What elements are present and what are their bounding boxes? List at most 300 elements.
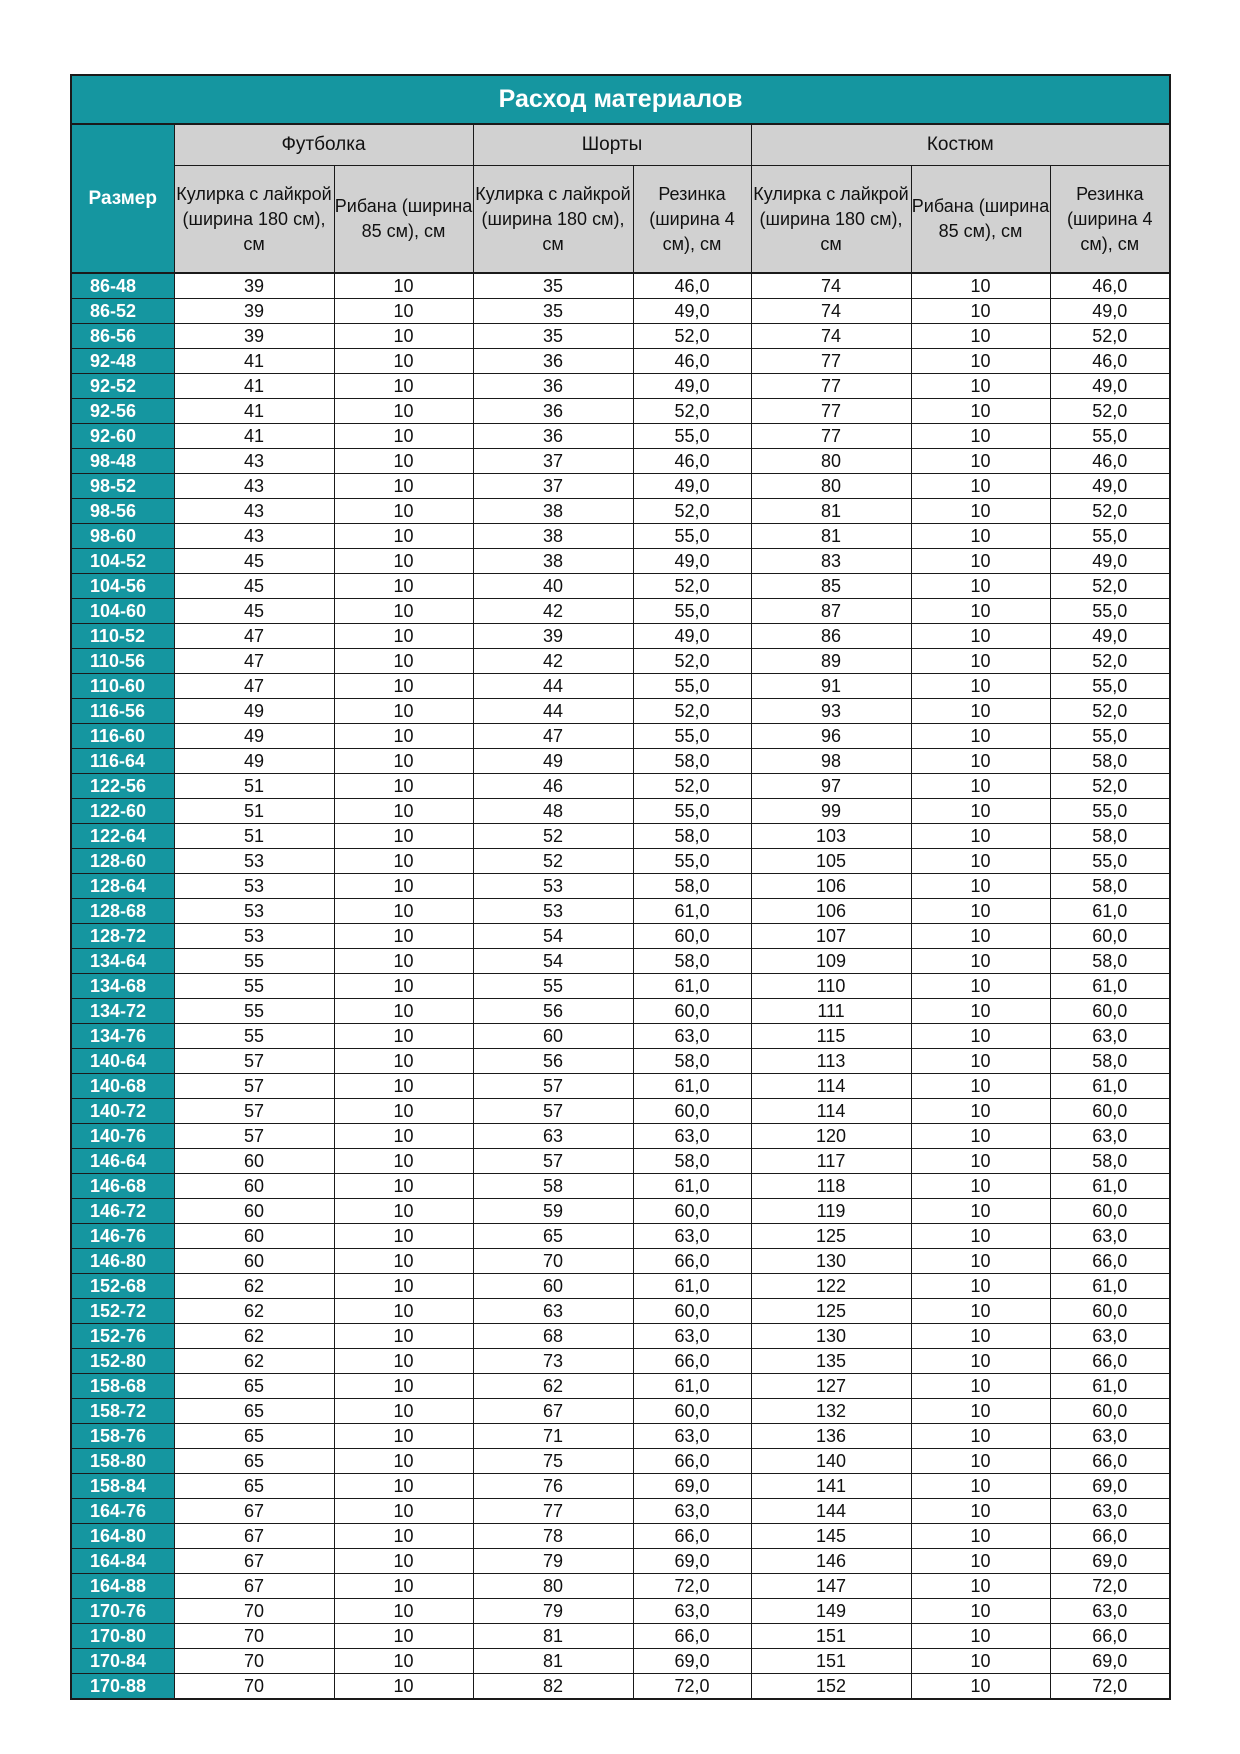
tshirt-rib-cell: 10 <box>334 924 473 949</box>
shorts-elastic-cell: 55,0 <box>633 599 751 624</box>
suit-rib-cell: 10 <box>911 1599 1050 1624</box>
tshirt-jersey-cell: 51 <box>174 774 334 799</box>
suit-elastic-cell: 46,0 <box>1050 349 1170 374</box>
suit-rib-cell: 10 <box>911 849 1050 874</box>
table-row <box>71 474 1170 499</box>
shorts-elastic-cell: 46,0 <box>633 449 751 474</box>
suit-rib-cell: 10 <box>911 824 1050 849</box>
tshirt-jersey-cell: 47 <box>174 649 334 674</box>
tshirt-jersey-cell: 41 <box>174 399 334 424</box>
suit-rib-cell: 10 <box>911 649 1050 674</box>
suit-jersey-cell: 81 <box>751 499 911 524</box>
suit-elastic-cell: 58,0 <box>1050 949 1170 974</box>
size-cell: 128-72 <box>71 924 174 949</box>
shorts-jersey-cell: 36 <box>473 374 633 399</box>
shorts-elastic-cell: 60,0 <box>633 1299 751 1324</box>
tshirt-jersey-cell: 39 <box>174 299 334 324</box>
tshirt-rib-cell: 10 <box>334 549 473 574</box>
size-cell: 140-72 <box>71 1099 174 1124</box>
suit-jersey-cell: 106 <box>751 899 911 924</box>
suit-rib-cell: 10 <box>911 574 1050 599</box>
table-row <box>71 449 1170 474</box>
suit-jersey-cell: 141 <box>751 1474 911 1499</box>
shorts-elastic-cell: 55,0 <box>633 674 751 699</box>
suit-jersey-cell: 147 <box>751 1574 911 1599</box>
shorts-elastic-cell: 63,0 <box>633 1124 751 1149</box>
shorts-elastic-cell: 61,0 <box>633 1074 751 1099</box>
tshirt-jersey-cell: 45 <box>174 549 334 574</box>
table-row <box>71 499 1170 524</box>
suit-elastic-cell: 58,0 <box>1050 874 1170 899</box>
suit-elastic-cell: 60,0 <box>1050 999 1170 1024</box>
table-row <box>71 1149 1170 1174</box>
tshirt-jersey-cell: 43 <box>174 474 334 499</box>
suit-elastic-cell: 69,0 <box>1050 1474 1170 1499</box>
suit-jersey-cell: 140 <box>751 1449 911 1474</box>
tshirt-rib-cell: 10 <box>334 1199 473 1224</box>
shorts-elastic-cell: 61,0 <box>633 1274 751 1299</box>
shorts-jersey-cell: 39 <box>473 624 633 649</box>
shorts-elastic-cell: 60,0 <box>633 1199 751 1224</box>
suit-elastic-cell: 58,0 <box>1050 749 1170 774</box>
size-cell: 170-88 <box>71 1674 174 1700</box>
shorts-elastic-cell: 46,0 <box>633 273 751 299</box>
tshirt-rib-cell: 10 <box>334 824 473 849</box>
tshirt-rib-cell: 10 <box>334 1349 473 1374</box>
shorts-jersey-cell: 52 <box>473 849 633 874</box>
shorts-elastic-cell: 61,0 <box>633 1174 751 1199</box>
suit-rib-cell: 10 <box>911 1249 1050 1274</box>
table-body <box>71 273 1170 1699</box>
tshirt-jersey-cell: 67 <box>174 1574 334 1599</box>
suit-jersey-cell: 145 <box>751 1524 911 1549</box>
suit-rib-cell: 10 <box>911 374 1050 399</box>
shorts-jersey-cell: 67 <box>473 1399 633 1424</box>
tshirt-rib-cell: 10 <box>334 299 473 324</box>
shorts-jersey-cell: 35 <box>473 299 633 324</box>
suit-elastic-cell: 49,0 <box>1050 549 1170 574</box>
shorts-jersey-cell: 44 <box>473 699 633 724</box>
tshirt-rib-cell: 10 <box>334 599 473 624</box>
tshirt-jersey-cell: 51 <box>174 799 334 824</box>
suit-jersey-cell: 74 <box>751 324 911 349</box>
tshirt-jersey-cell: 70 <box>174 1649 334 1674</box>
table-row <box>71 999 1170 1024</box>
shorts-jersey-cell: 57 <box>473 1074 633 1099</box>
suit-jersey-cell: 111 <box>751 999 911 1024</box>
shorts-jersey-cell: 38 <box>473 524 633 549</box>
suit-rib-cell: 10 <box>911 774 1050 799</box>
shorts-jersey-cell: 54 <box>473 949 633 974</box>
size-cell: 140-76 <box>71 1124 174 1149</box>
shorts-jersey-cell: 49 <box>473 749 633 774</box>
shorts-elastic-cell: 63,0 <box>633 1024 751 1049</box>
shorts-jersey-cell: 80 <box>473 1574 633 1599</box>
size-cell: 164-84 <box>71 1549 174 1574</box>
table-row <box>71 1649 1170 1674</box>
group-header-tshirt: Футболка <box>174 124 473 166</box>
shorts-jersey-cell: 75 <box>473 1449 633 1474</box>
tshirt-rib-cell: 10 <box>334 899 473 924</box>
suit-elastic-cell: 61,0 <box>1050 1374 1170 1399</box>
suit-rib-cell: 10 <box>911 449 1050 474</box>
shorts-elastic-cell: 49,0 <box>633 549 751 574</box>
suit-jersey-cell: 105 <box>751 849 911 874</box>
size-cell: 170-80 <box>71 1624 174 1649</box>
suit-rib-cell: 10 <box>911 424 1050 449</box>
tshirt-rib-cell: 10 <box>334 1624 473 1649</box>
shorts-jersey-cell: 36 <box>473 399 633 424</box>
table-row <box>71 1474 1170 1499</box>
tshirt-jersey-cell: 49 <box>174 749 334 774</box>
tshirt-jersey-cell: 45 <box>174 599 334 624</box>
size-cell: 140-68 <box>71 1074 174 1099</box>
tshirt-rib-cell: 10 <box>334 1324 473 1349</box>
shorts-jersey-cell: 35 <box>473 324 633 349</box>
suit-elastic-cell: 49,0 <box>1050 624 1170 649</box>
suit-rib-cell: 10 <box>911 1499 1050 1524</box>
suit-rib-cell: 10 <box>911 1424 1050 1449</box>
tshirt-jersey-cell: 70 <box>174 1599 334 1624</box>
shorts-jersey-cell: 63 <box>473 1299 633 1324</box>
size-cell: 128-68 <box>71 899 174 924</box>
table-row <box>71 299 1170 324</box>
shorts-elastic-cell: 49,0 <box>633 624 751 649</box>
suit-elastic-cell: 72,0 <box>1050 1574 1170 1599</box>
suit-rib-cell: 10 <box>911 349 1050 374</box>
table-row <box>71 1274 1170 1299</box>
tshirt-jersey-cell: 49 <box>174 699 334 724</box>
shorts-jersey-cell: 73 <box>473 1349 633 1374</box>
suit-elastic-cell: 63,0 <box>1050 1024 1170 1049</box>
shorts-jersey-cell: 35 <box>473 273 633 299</box>
shorts-jersey-cell: 54 <box>473 924 633 949</box>
suit-jersey-cell: 113 <box>751 1049 911 1074</box>
tshirt-rib-cell: 10 <box>334 749 473 774</box>
shorts-elastic-cell: 52,0 <box>633 574 751 599</box>
table-row <box>71 624 1170 649</box>
suit-elastic-cell: 66,0 <box>1050 1249 1170 1274</box>
suit-rib-cell: 10 <box>911 1099 1050 1124</box>
materials-table <box>70 74 1171 1700</box>
shorts-jersey-cell: 78 <box>473 1524 633 1549</box>
tshirt-rib-cell: 10 <box>334 474 473 499</box>
shorts-elastic-cell: 69,0 <box>633 1649 751 1674</box>
suit-jersey-cell: 81 <box>751 524 911 549</box>
shorts-jersey-cell: 42 <box>473 649 633 674</box>
size-cell: 146-76 <box>71 1224 174 1249</box>
table-row <box>71 849 1170 874</box>
size-cell: 110-56 <box>71 649 174 674</box>
suit-rib-cell: 10 <box>911 724 1050 749</box>
tshirt-rib-cell: 10 <box>334 1474 473 1499</box>
tshirt-rib-cell: 10 <box>334 1399 473 1424</box>
size-cell: 134-68 <box>71 974 174 999</box>
shorts-jersey-cell: 36 <box>473 424 633 449</box>
suit-elastic-cell: 55,0 <box>1050 674 1170 699</box>
suit-rib-cell: 10 <box>911 1549 1050 1574</box>
suit-elastic-cell: 63,0 <box>1050 1599 1170 1624</box>
tshirt-jersey-cell: 62 <box>174 1274 334 1299</box>
tshirt-jersey-cell: 57 <box>174 1099 334 1124</box>
table-row <box>71 1224 1170 1249</box>
table-row <box>71 724 1170 749</box>
shorts-elastic-cell: 69,0 <box>633 1549 751 1574</box>
tshirt-jersey-cell: 60 <box>174 1174 334 1199</box>
subheader-suit-elastic: Резинка (ширина 4 см), см <box>1050 166 1170 274</box>
table-row <box>71 273 1170 299</box>
suit-jersey-cell: 118 <box>751 1174 911 1199</box>
shorts-jersey-cell: 79 <box>473 1599 633 1624</box>
shorts-jersey-cell: 60 <box>473 1024 633 1049</box>
suit-jersey-cell: 96 <box>751 724 911 749</box>
suit-jersey-cell: 125 <box>751 1224 911 1249</box>
subheader-shorts-jersey: Кулирка с лайкрой (ширина 180 см), см <box>473 166 633 274</box>
suit-rib-cell: 10 <box>911 499 1050 524</box>
table-row <box>71 674 1170 699</box>
subheader-suit-rib: Рибана (ширина 85 см), см <box>911 166 1050 274</box>
suit-elastic-cell: 63,0 <box>1050 1499 1170 1524</box>
tshirt-jersey-cell: 70 <box>174 1624 334 1649</box>
shorts-elastic-cell: 58,0 <box>633 749 751 774</box>
tshirt-rib-cell: 10 <box>334 449 473 474</box>
shorts-elastic-cell: 55,0 <box>633 799 751 824</box>
size-cell: 92-60 <box>71 424 174 449</box>
suit-elastic-cell: 55,0 <box>1050 724 1170 749</box>
tshirt-rib-cell: 10 <box>334 273 473 299</box>
suit-elastic-cell: 49,0 <box>1050 374 1170 399</box>
suit-jersey-cell: 132 <box>751 1399 911 1424</box>
suit-elastic-cell: 52,0 <box>1050 399 1170 424</box>
suit-rib-cell: 10 <box>911 273 1050 299</box>
tshirt-rib-cell: 10 <box>334 649 473 674</box>
tshirt-jersey-cell: 60 <box>174 1224 334 1249</box>
table-row <box>71 1424 1170 1449</box>
suit-rib-cell: 10 <box>911 549 1050 574</box>
suit-elastic-cell: 55,0 <box>1050 799 1170 824</box>
table-row <box>71 1499 1170 1524</box>
suit-rib-cell: 10 <box>911 974 1050 999</box>
tshirt-rib-cell: 10 <box>334 999 473 1024</box>
size-cell: 158-72 <box>71 1399 174 1424</box>
shorts-elastic-cell: 60,0 <box>633 999 751 1024</box>
size-cell: 122-56 <box>71 774 174 799</box>
suit-rib-cell: 10 <box>911 474 1050 499</box>
suit-jersey-cell: 115 <box>751 1024 911 1049</box>
table-row <box>71 399 1170 424</box>
suit-elastic-cell: 66,0 <box>1050 1624 1170 1649</box>
table-row <box>71 1124 1170 1149</box>
size-cell: 164-76 <box>71 1499 174 1524</box>
subheader-shorts-elastic: Резинка (ширина 4 см), см <box>633 166 751 274</box>
suit-rib-cell: 10 <box>911 524 1050 549</box>
tshirt-jersey-cell: 43 <box>174 499 334 524</box>
tshirt-jersey-cell: 55 <box>174 949 334 974</box>
tshirt-jersey-cell: 60 <box>174 1249 334 1274</box>
table-row <box>71 1524 1170 1549</box>
tshirt-jersey-cell: 47 <box>174 674 334 699</box>
suit-rib-cell: 10 <box>911 699 1050 724</box>
tshirt-rib-cell: 10 <box>334 624 473 649</box>
suit-jersey-cell: 146 <box>751 1549 911 1574</box>
shorts-jersey-cell: 82 <box>473 1674 633 1700</box>
size-cell: 134-76 <box>71 1024 174 1049</box>
size-cell: 158-76 <box>71 1424 174 1449</box>
suit-jersey-cell: 83 <box>751 549 911 574</box>
tshirt-rib-cell: 10 <box>334 1649 473 1674</box>
suit-jersey-cell: 136 <box>751 1424 911 1449</box>
table-row <box>71 1624 1170 1649</box>
shorts-jersey-cell: 38 <box>473 499 633 524</box>
suit-elastic-cell: 63,0 <box>1050 1424 1170 1449</box>
tshirt-rib-cell: 10 <box>334 849 473 874</box>
suit-elastic-cell: 61,0 <box>1050 1174 1170 1199</box>
table-row <box>71 899 1170 924</box>
shorts-elastic-cell: 72,0 <box>633 1574 751 1599</box>
tshirt-rib-cell: 10 <box>334 1049 473 1074</box>
tshirt-jersey-cell: 62 <box>174 1349 334 1374</box>
shorts-jersey-cell: 77 <box>473 1499 633 1524</box>
suit-rib-cell: 10 <box>911 324 1050 349</box>
suit-elastic-cell: 52,0 <box>1050 699 1170 724</box>
suit-jersey-cell: 93 <box>751 699 911 724</box>
tshirt-rib-cell: 10 <box>334 774 473 799</box>
group-header-suit: Костюм <box>751 124 1170 166</box>
suit-jersey-cell: 77 <box>751 374 911 399</box>
suit-rib-cell: 10 <box>911 1324 1050 1349</box>
tshirt-rib-cell: 10 <box>334 874 473 899</box>
table-row <box>71 1074 1170 1099</box>
size-cell: 86-48 <box>71 273 174 299</box>
suit-rib-cell: 10 <box>911 1174 1050 1199</box>
table-row <box>71 1449 1170 1474</box>
suit-jersey-cell: 87 <box>751 599 911 624</box>
shorts-jersey-cell: 57 <box>473 1149 633 1174</box>
materials-table-container <box>70 74 1169 1700</box>
size-cell: 146-64 <box>71 1149 174 1174</box>
tshirt-jersey-cell: 65 <box>174 1399 334 1424</box>
tshirt-jersey-cell: 57 <box>174 1074 334 1099</box>
size-cell: 116-64 <box>71 749 174 774</box>
tshirt-rib-cell: 10 <box>334 1249 473 1274</box>
tshirt-rib-cell: 10 <box>334 399 473 424</box>
suit-jersey-cell: 107 <box>751 924 911 949</box>
suit-rib-cell: 10 <box>911 1524 1050 1549</box>
table-row <box>71 774 1170 799</box>
tshirt-rib-cell: 10 <box>334 1024 473 1049</box>
table-row <box>71 1399 1170 1424</box>
table-row <box>71 1299 1170 1324</box>
tshirt-rib-cell: 10 <box>334 1374 473 1399</box>
tshirt-jersey-cell: 55 <box>174 1024 334 1049</box>
suit-elastic-cell: 46,0 <box>1050 273 1170 299</box>
size-cell: 116-56 <box>71 699 174 724</box>
shorts-elastic-cell: 61,0 <box>633 899 751 924</box>
size-cell: 146-68 <box>71 1174 174 1199</box>
size-cell: 92-48 <box>71 349 174 374</box>
size-cell: 152-68 <box>71 1274 174 1299</box>
suit-jersey-cell: 99 <box>751 799 911 824</box>
suit-elastic-cell: 55,0 <box>1050 849 1170 874</box>
suit-rib-cell: 10 <box>911 1399 1050 1424</box>
suit-jersey-cell: 74 <box>751 299 911 324</box>
tshirt-jersey-cell: 67 <box>174 1549 334 1574</box>
suit-jersey-cell: 127 <box>751 1374 911 1399</box>
suit-rib-cell: 10 <box>911 1024 1050 1049</box>
suit-jersey-cell: 77 <box>751 349 911 374</box>
group-header-shorts: Шорты <box>473 124 751 166</box>
tshirt-jersey-cell: 67 <box>174 1499 334 1524</box>
tshirt-jersey-cell: 41 <box>174 349 334 374</box>
suit-elastic-cell: 55,0 <box>1050 524 1170 549</box>
suit-elastic-cell: 69,0 <box>1050 1549 1170 1574</box>
size-cell: 92-52 <box>71 374 174 399</box>
shorts-elastic-cell: 55,0 <box>633 849 751 874</box>
tshirt-jersey-cell: 65 <box>174 1474 334 1499</box>
size-cell: 140-64 <box>71 1049 174 1074</box>
suit-elastic-cell: 58,0 <box>1050 1149 1170 1174</box>
size-cell: 128-64 <box>71 874 174 899</box>
suit-jersey-cell: 152 <box>751 1674 911 1700</box>
shorts-elastic-cell: 66,0 <box>633 1524 751 1549</box>
shorts-elastic-cell: 55,0 <box>633 724 751 749</box>
tshirt-jersey-cell: 53 <box>174 849 334 874</box>
suit-jersey-cell: 144 <box>751 1499 911 1524</box>
suit-rib-cell: 10 <box>911 299 1050 324</box>
shorts-elastic-cell: 60,0 <box>633 1099 751 1124</box>
tshirt-rib-cell: 10 <box>334 1074 473 1099</box>
size-cell: 110-60 <box>71 674 174 699</box>
size-cell: 152-76 <box>71 1324 174 1349</box>
suit-jersey-cell: 119 <box>751 1199 911 1224</box>
suit-rib-cell: 10 <box>911 799 1050 824</box>
shorts-jersey-cell: 79 <box>473 1549 633 1574</box>
tshirt-rib-cell: 10 <box>334 699 473 724</box>
suit-elastic-cell: 60,0 <box>1050 924 1170 949</box>
suit-elastic-cell: 60,0 <box>1050 1199 1170 1224</box>
shorts-elastic-cell: 52,0 <box>633 324 751 349</box>
shorts-elastic-cell: 58,0 <box>633 874 751 899</box>
table-row <box>71 1374 1170 1399</box>
suit-elastic-cell: 52,0 <box>1050 649 1170 674</box>
size-cell: 164-80 <box>71 1524 174 1549</box>
suit-rib-cell: 10 <box>911 1124 1050 1149</box>
shorts-elastic-cell: 55,0 <box>633 524 751 549</box>
suit-rib-cell: 10 <box>911 924 1050 949</box>
suit-rib-cell: 10 <box>911 874 1050 899</box>
suit-elastic-cell: 63,0 <box>1050 1224 1170 1249</box>
tshirt-rib-cell: 10 <box>334 1674 473 1700</box>
shorts-jersey-cell: 70 <box>473 1249 633 1274</box>
shorts-jersey-cell: 60 <box>473 1274 633 1299</box>
suit-jersey-cell: 77 <box>751 424 911 449</box>
table-row <box>71 924 1170 949</box>
shorts-elastic-cell: 58,0 <box>633 1049 751 1074</box>
suit-rib-cell: 10 <box>911 949 1050 974</box>
size-cell: 110-52 <box>71 624 174 649</box>
suit-rib-cell: 10 <box>911 599 1050 624</box>
suit-elastic-cell: 49,0 <box>1050 474 1170 499</box>
shorts-elastic-cell: 58,0 <box>633 1149 751 1174</box>
tshirt-jersey-cell: 55 <box>174 999 334 1024</box>
suit-elastic-cell: 52,0 <box>1050 324 1170 349</box>
shorts-jersey-cell: 71 <box>473 1424 633 1449</box>
tshirt-rib-cell: 10 <box>334 674 473 699</box>
tshirt-jersey-cell: 45 <box>174 574 334 599</box>
tshirt-jersey-cell: 57 <box>174 1124 334 1149</box>
table-row <box>71 1199 1170 1224</box>
table-row <box>71 1349 1170 1374</box>
